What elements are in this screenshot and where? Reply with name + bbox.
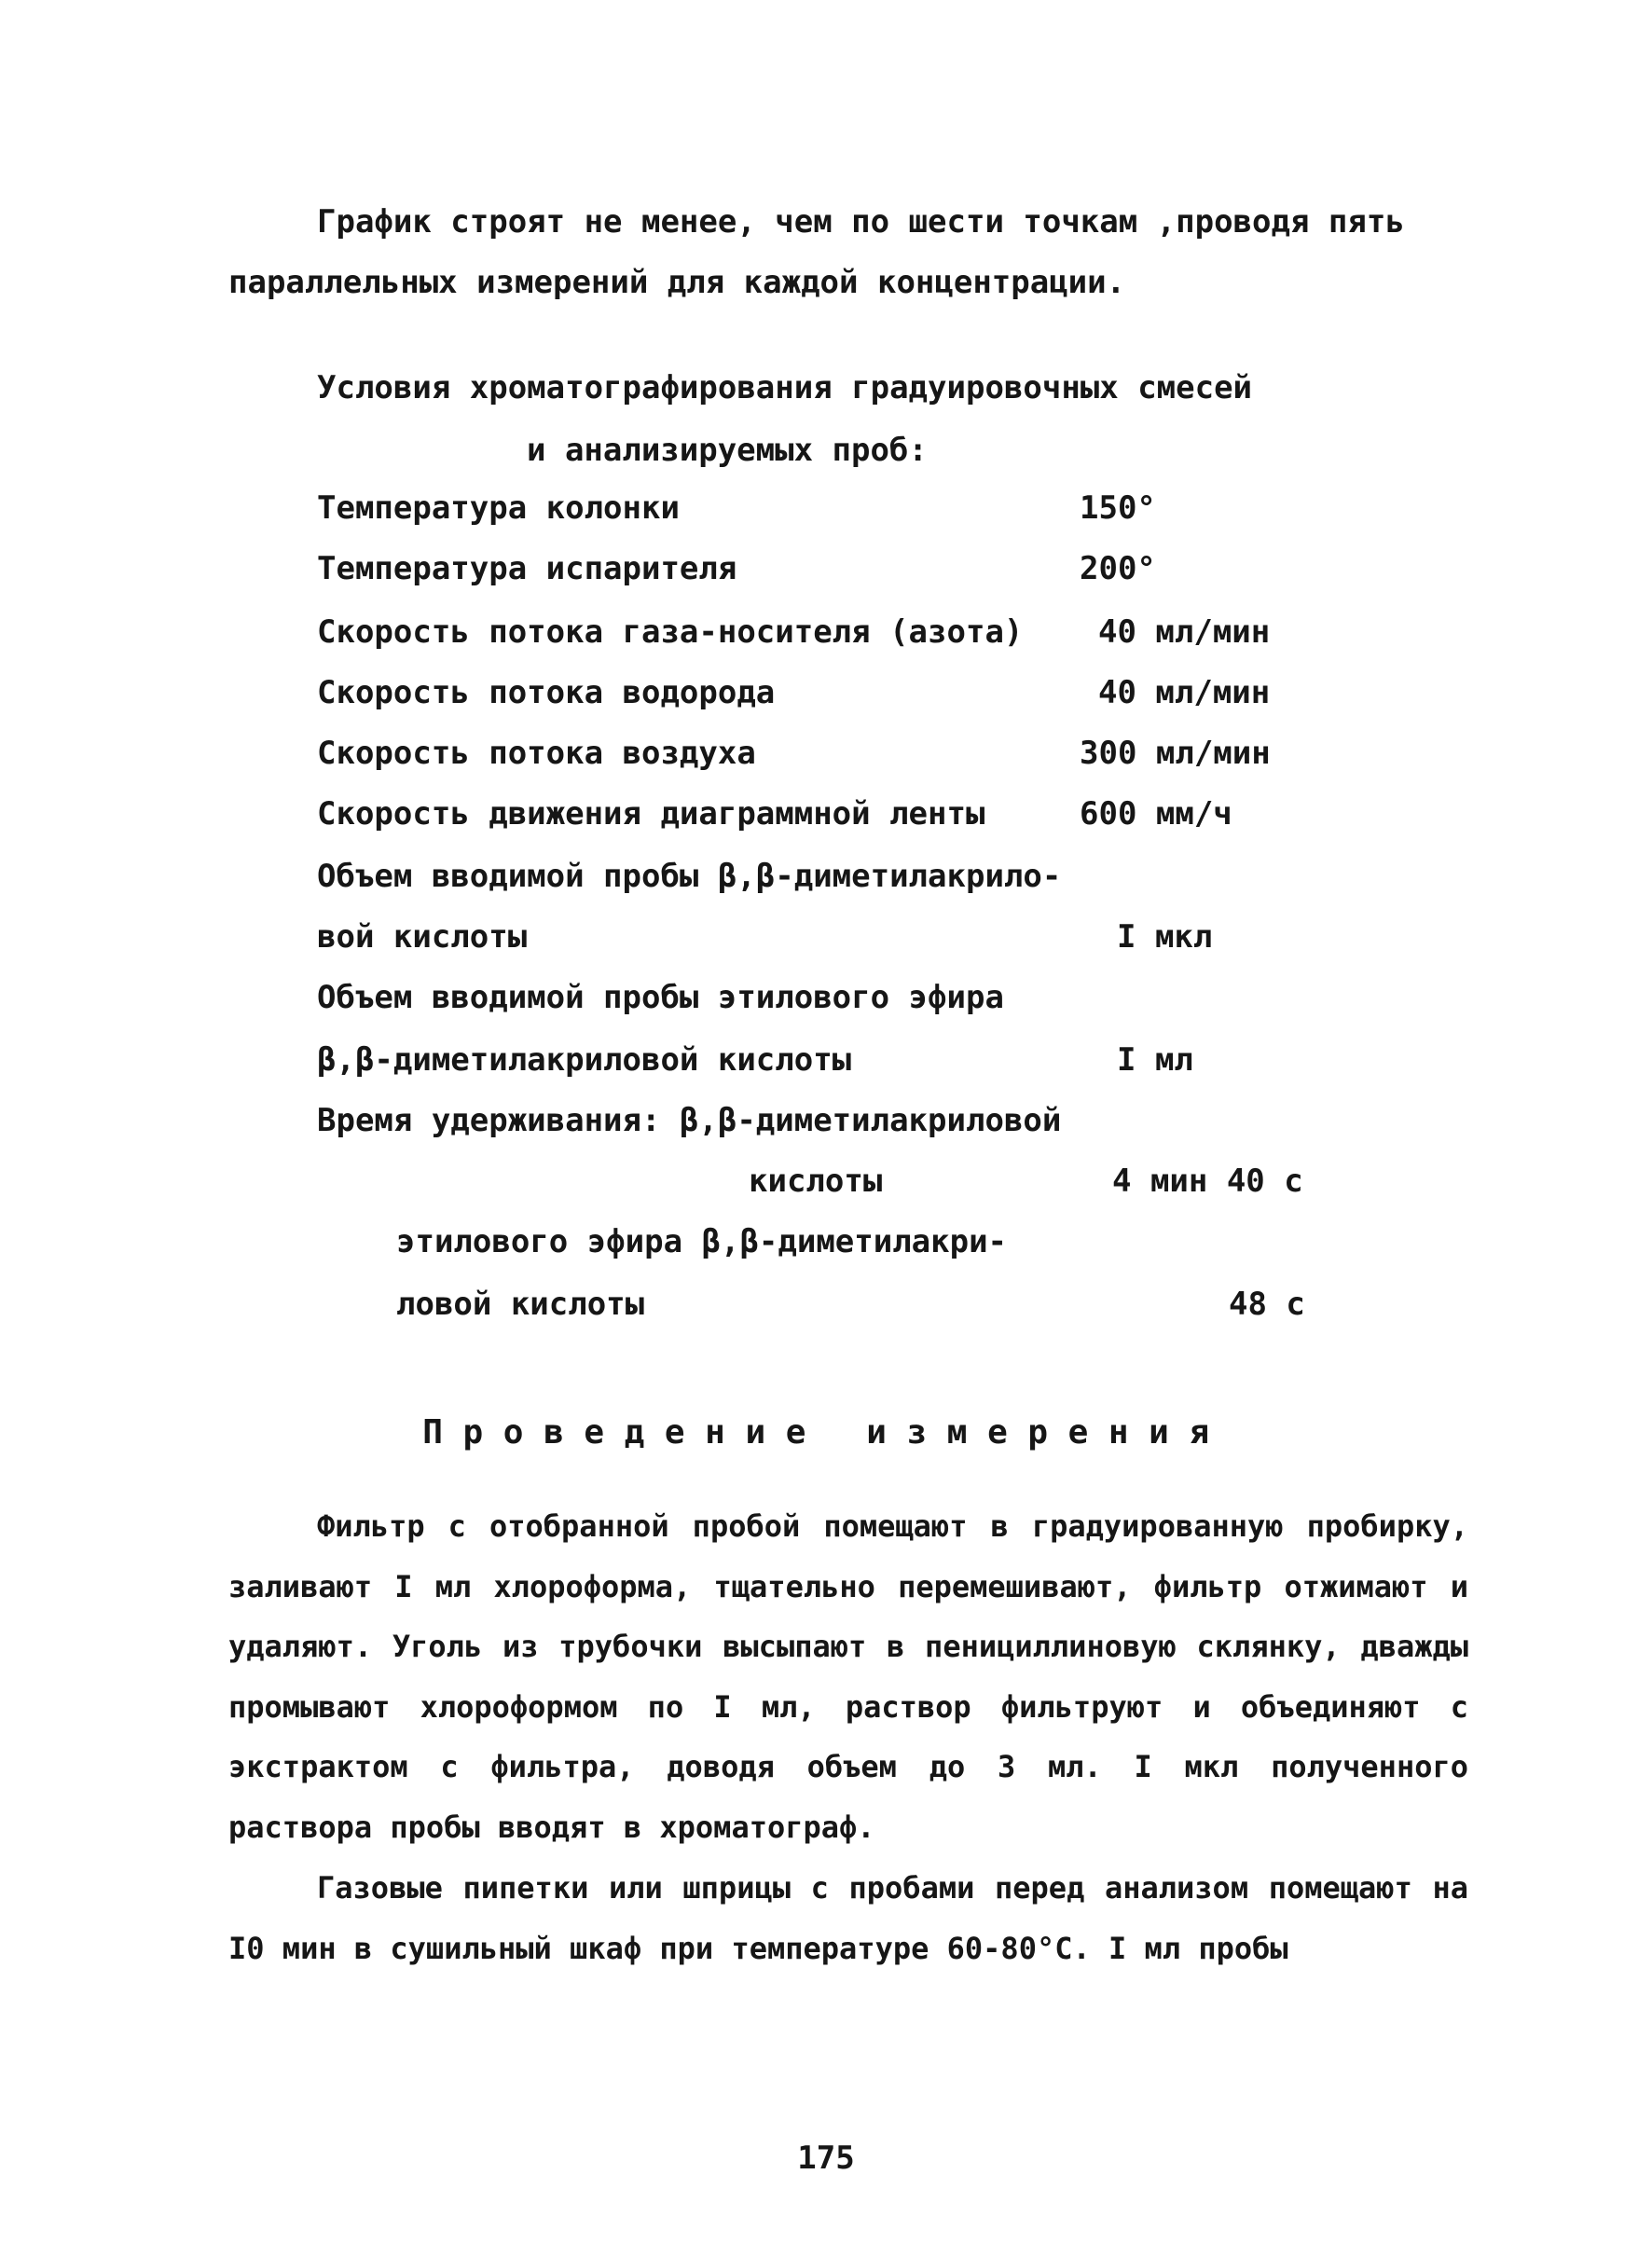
paragraph-procedure: Фильтр с отобранной пробой помещают в градуированную пробирку, заливают I мл хлороформа, тщательно перемешивают, фильтр отжимают и удаляют. Уголь из трубочки высыпают в пенициллиновую склянку, дважды промывают хлороформом по I мл, раствор фильтруют и объединяют с экстрактом с фильтра, доводя объем до 3 мл. I мкл полученного раствора пробы вводят в хроматограф.	[228, 1508, 1468, 1845]
condition-value: 40 мл/мин	[1098, 613, 1271, 651]
intro-line-1: График строят не менее, чем по шести точкам ,проводя пять	[317, 203, 1405, 241]
page-number: 175	[797, 2140, 855, 2177]
condition-label: Температура испарителя	[317, 550, 737, 587]
condition-label: Температура колонки	[317, 489, 680, 527]
paragraph-gas-pipettes: Газовые пипетки или шприцы с пробами перед анализом помещают на I0 мин в сушильный шкаф при температуре 60-80°С. I мл пробы	[228, 1870, 1468, 1966]
condition-value: 150°	[1080, 489, 1156, 527]
intro-line-2: параллельных измерений для каждой концентрации.	[228, 264, 1126, 301]
condition-value: 300 мл/мин	[1080, 735, 1271, 772]
retention-acid-label: кислоты	[749, 1163, 883, 1200]
retention-acid-value: 4 мин 40 с	[1112, 1163, 1303, 1200]
condition-label: вой кислоты	[317, 918, 528, 956]
retention-ester-value: 48 с	[1229, 1286, 1305, 1323]
condition-label: Время удерживания: β,β-диметилакриловой	[317, 1102, 1062, 1139]
condition-value: I мкл	[1117, 918, 1213, 956]
conditions-title-line-2: и анализируемых проб:	[527, 432, 928, 469]
condition-value: I мл	[1117, 1041, 1193, 1079]
section-heading: Проведение измерения	[422, 1413, 1230, 1452]
condition-label: Скорость потока воздуха	[317, 735, 756, 772]
condition-value: 40 мл/мин	[1098, 674, 1271, 711]
condition-label: Скорость потока водорода	[317, 674, 776, 711]
condition-label: β,β-диметилакриловой кислоты	[317, 1041, 852, 1079]
retention-ester-line-1: этилового эфира β,β-диметилакри-	[396, 1223, 1008, 1260]
condition-value: 200°	[1080, 550, 1156, 587]
condition-label: Объем вводимой пробы β,β-диметилакрило-	[317, 858, 1062, 895]
condition-label: Скорость потока газа-носителя (азота)	[317, 613, 1024, 651]
retention-ester-line-2: ловой кислоты	[396, 1286, 645, 1323]
condition-label: Объем вводимой пробы этилового эфира	[317, 979, 1004, 1016]
conditions-title-line-1: Условия хроматографирования градуировочных смесей	[317, 369, 1253, 406]
condition-label: Скорость движения диаграммной ленты	[317, 795, 985, 833]
condition-value: 600 мм/ч	[1080, 795, 1232, 833]
